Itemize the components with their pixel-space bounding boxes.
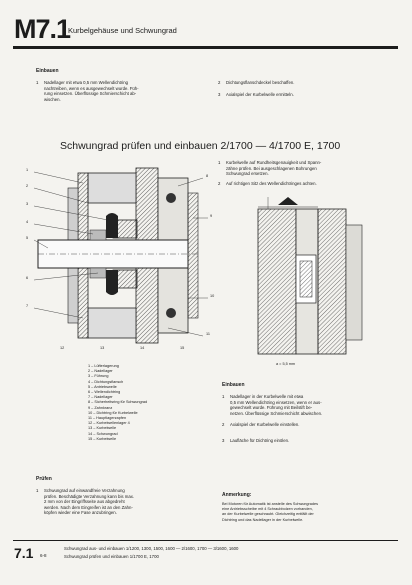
anmerkung-line: eine Antriebsscheibe mit 4 Schraubbolzen vorhanden, [222,507,313,512]
fig1-label: 7 [26,304,29,308]
step-item [222,394,392,416]
legend-item: 7 – Nadellager [88,395,113,400]
step-item [222,422,392,428]
fig1-label: 12 [60,346,65,350]
legend-item: 2 – Nadellager [88,369,113,374]
pruefen-heading: Prüfen [36,476,52,482]
einbauen-top-steps-right [218,80,388,97]
legend-item: 4 – Dichtungsflansch [88,379,124,384]
fig1-label: 4 [26,220,29,224]
step-line: 2 mm von der Eingriffsseite aus abgedreht [44,499,125,505]
einbauen-top-steps [36,80,211,102]
step-item [218,92,388,98]
fig1-label: 10 [210,294,215,298]
step-line: Nadellager in der Kurbelwelle mit etwa [230,394,304,399]
step-item [218,181,393,187]
legend-item: 5 – Antriebswelle [88,384,117,389]
legend-item: 9 – Zahnkranz [88,405,113,410]
anmerkung-line: an der Kurbelwelle geschraubt. Gleichzeitig entfällt der [222,512,314,517]
fig1-label: 3 [26,202,29,206]
footer-line: Schwungrad prüfen und einbauen 1/1700 E, 1700 [64,554,159,559]
section-title: Schwungrad prüfen und einbauen 2/1700 — 4/1700 E, 1700 [60,140,341,152]
step-number: 1 [36,80,39,85]
step-number: 2 [218,180,221,186]
step-line: wischen. [44,96,61,102]
legend-item: 14 – Schwungrad [88,431,118,436]
step-number: 1 [36,488,39,493]
step-number: 1 [222,394,225,399]
legend-item: 11 – Hauptlagerzapfen [88,416,127,421]
seal-detail-figure [238,195,388,365]
fig1-label: 15 [180,346,185,350]
legend-item: 1 – Lüfterlagerung [88,364,119,368]
step-item [36,488,211,516]
step-line: rung einsetzen. Überflüssige Schmierschicht ab- [44,91,137,97]
fig1-label: 5 [26,236,29,240]
footer-section-number: 7.1 [14,545,34,561]
step-line: netzen. Überflüssige Schmierschicht abwischen. [230,410,323,416]
legend-item: 6 – Wellendichtring [88,390,121,395]
step-number: 2 [218,80,221,85]
anmerkung-heading: Anmerkung: [222,492,252,498]
step-line: prüfen. Beschädigte Verzahnung kann bis max. [44,493,135,499]
right-steps [218,160,393,186]
legend-item: 8 – Sicherheitsring für Schwungrad [88,400,148,405]
anmerkung-text [222,502,394,523]
step-text [230,394,322,416]
footer-rule [13,540,398,541]
legend-item: 13 – Kurbelwelle [88,426,117,431]
footer-page-number: 6-8 [40,553,47,558]
fig1-label: 6 [26,276,29,280]
step-line: Schwungrad auf einwandfreie Verzahnung [44,488,125,493]
fig1-label: 8 [206,174,209,178]
legend-item: 3 – Führung [88,374,109,379]
step-number: 3 [218,91,221,97]
step-text: Laufläche für Dichtring einölen. [230,437,290,443]
footer-line: Schwungrad aus- und einbauen 1/1200, 1300, 1500, 1600 — 2/1600, 1700 — 3/1600, 1600 [64,546,239,551]
step-text: Auf richtigen Sitz des Wellendichtringes achten. [226,180,317,186]
step-line: werden. Nach dem Eingreifen ist an den Zahn- [44,504,133,510]
step-line: 0,5 mm Wellendichtring einsetzen, wenn er aus- [230,399,322,405]
step-item [222,438,392,444]
step-text [44,80,139,102]
flywheel-section-figure [28,158,228,358]
legend-item: 15 – Kurbelwelle [88,436,117,441]
fig2-caption: a = 5,5 mm [276,362,296,366]
step-line: nachtreiben, wenn es ausgewechselt wurde. Füh- [44,85,139,91]
step-text: Axialspiel der Kurbelwelle einstellen. [230,422,300,428]
step-number: 2 [222,422,225,428]
einbauen-top-heading: Einbauen [36,68,59,74]
fig1-label: 9 [210,214,213,218]
anmerkung-line: Bei Motoren für Automatik ist anstelle des Schwungrades [222,502,319,506]
fig1-label: 2 [26,184,29,188]
header-rule [13,46,398,49]
step-item [218,80,388,86]
step-item [218,160,393,177]
step-text [226,160,321,177]
chapter-title: Kurbelgehäuse und Schwungrad [68,26,177,35]
step-line: köpfen wieder eine Fase anzubringen. [44,510,117,516]
step-number: 3 [222,437,225,443]
chapter-code: M7.1 [14,14,71,44]
fig1-label: 1 [26,168,29,172]
step-number: 1 [218,160,221,165]
step-text: Axialspiel der Kurbelwelle ermitteln. [226,91,294,97]
step-line: Schwungrad ersetzen. [226,171,269,177]
legend-item: 12 – Kurbelwellenlager 4 [88,421,130,426]
pruefen-steps [36,488,211,516]
fig1-label: 14 [140,346,145,350]
step-item [36,80,211,102]
step-line: zähne prüfen. Bei ausgeschlagenen Bohrungen [226,165,317,171]
fig1-label: 11 [206,332,210,336]
parts-legend [88,364,218,442]
fig1-label: 13 [100,346,105,350]
step-line: Kurbelwelle auf Rundheitsgenauigkeit und Spann- [226,160,322,165]
einbauen-right-heading: Einbauen [222,382,245,388]
step-text [44,488,134,516]
legend-item: 10 – Dichtring für Kurbelwelle [88,410,138,415]
step-line: gewechselt wurde. Führung mit Beilstift be- [230,405,313,411]
anmerkung-line: Dichtring und das Nadellager in der Kurbelwelle. [222,517,304,522]
step-line: Nadellager mit etwa 0,5 mm Wellendichtring [44,80,128,85]
einbauen-right-steps [222,394,392,444]
step-text: Dichtungsflanschdeckel beschaffen. [226,80,295,85]
